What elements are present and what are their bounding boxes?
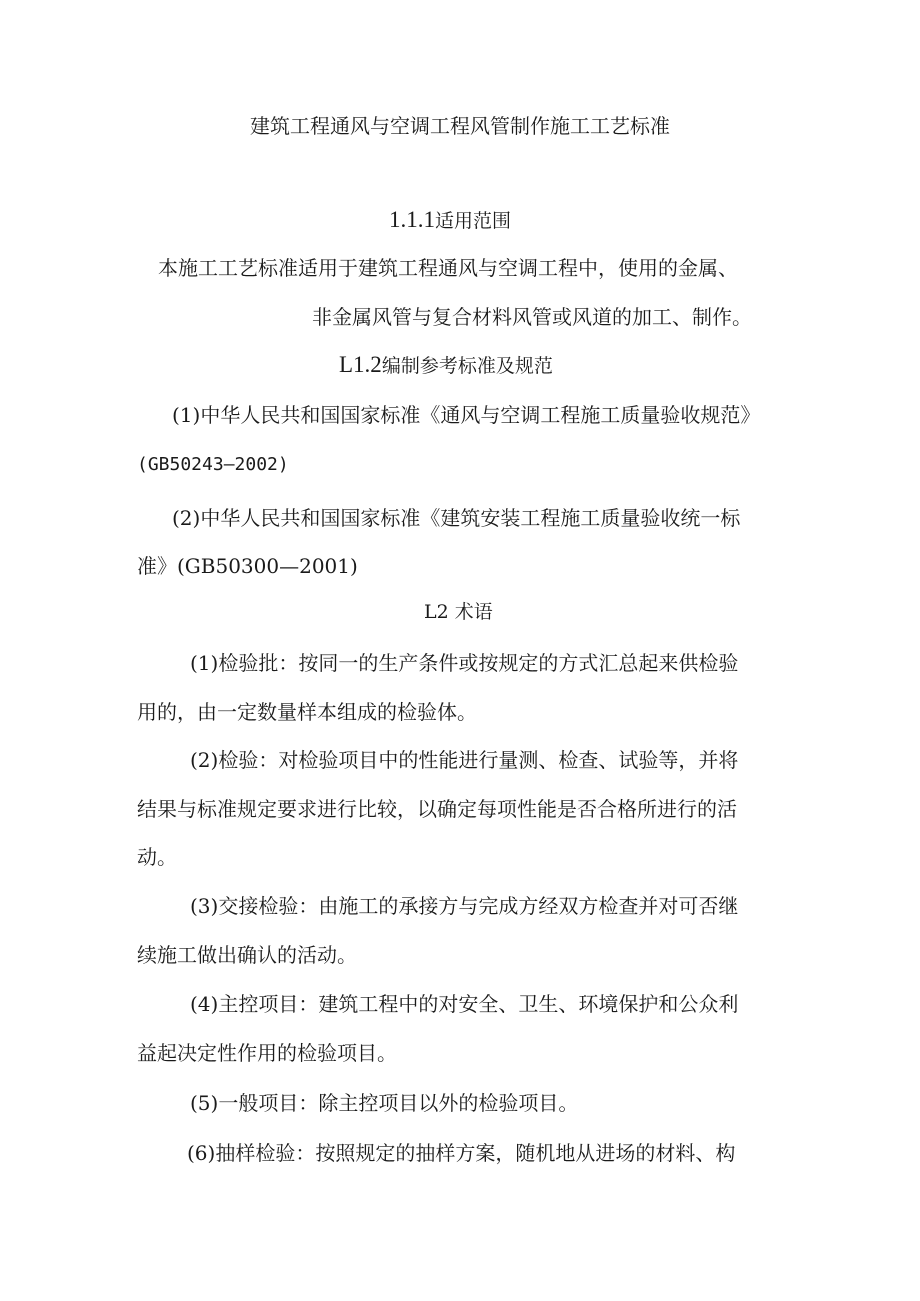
document-title: 建筑工程通风与空调工程风管制作施工工艺标准: [250, 114, 670, 138]
reference-item-code: (GB50243—2002): [137, 454, 289, 475]
term-paragraph-line: (3)交接检验：由施工的承接方与完成方经双方检查并对可否继: [190, 894, 739, 918]
reference-item-line: (1)中华人民共和国国家标准《通风与空调工程施工质量验收规范》: [172, 403, 761, 427]
term-paragraph-line: (6)抽样检验：按照规定的抽样方案，随机地从进场的材料、构: [187, 1141, 736, 1165]
section-number: L1.2: [339, 352, 382, 377]
term-paragraph-line: 结果与标准规定要求进行比较，以确定每项性能是否合格所进行的活: [137, 797, 737, 821]
term-paragraph-line: 续施工做出确认的活动。: [137, 943, 357, 967]
section-heading-references: [339, 353, 553, 376]
term-paragraph-line: 动。: [137, 845, 177, 869]
term-paragraph-line: (2)检验：对检验项目中的性能进行量测、检查、试验等，并将: [190, 748, 739, 772]
reference-item-line: (2)中华人民共和国国家标准《建筑安装工程施工质量验收统一标: [172, 506, 741, 530]
scope-paragraph-line: 本施工工艺标准适用于建筑工程通风与空调工程中，使用的金属、: [158, 256, 738, 280]
section-heading-terms: L2 术语: [424, 601, 493, 623]
term-paragraph-line: 益起决定性作用的检验项目。: [137, 1041, 397, 1065]
term-paragraph-line: (5)一般项目：除主控项目以外的检验项目。: [190, 1091, 579, 1115]
section-number: 1.1.1: [389, 207, 435, 232]
reference-item-code: 准》(GB50300—2001): [137, 554, 358, 578]
section-heading-scope: [389, 208, 511, 231]
term-paragraph-line: (1)检验批：按同一的生产条件或按规定的方式汇总起来供检验: [190, 651, 739, 675]
term-paragraph-line: (4)主控项目：建筑工程中的对安全、卫生、环境保护和公众利: [190, 992, 739, 1016]
scope-paragraph-line: 非金属风管与复合材料风管或风道的加工、制作。: [312, 305, 752, 329]
section-heading-text: 编制参考标准及规范: [381, 355, 553, 377]
section-heading-text: 适用范围: [435, 210, 512, 232]
term-paragraph-line: 用的，由一定数量样本组成的检验体。: [137, 700, 477, 724]
